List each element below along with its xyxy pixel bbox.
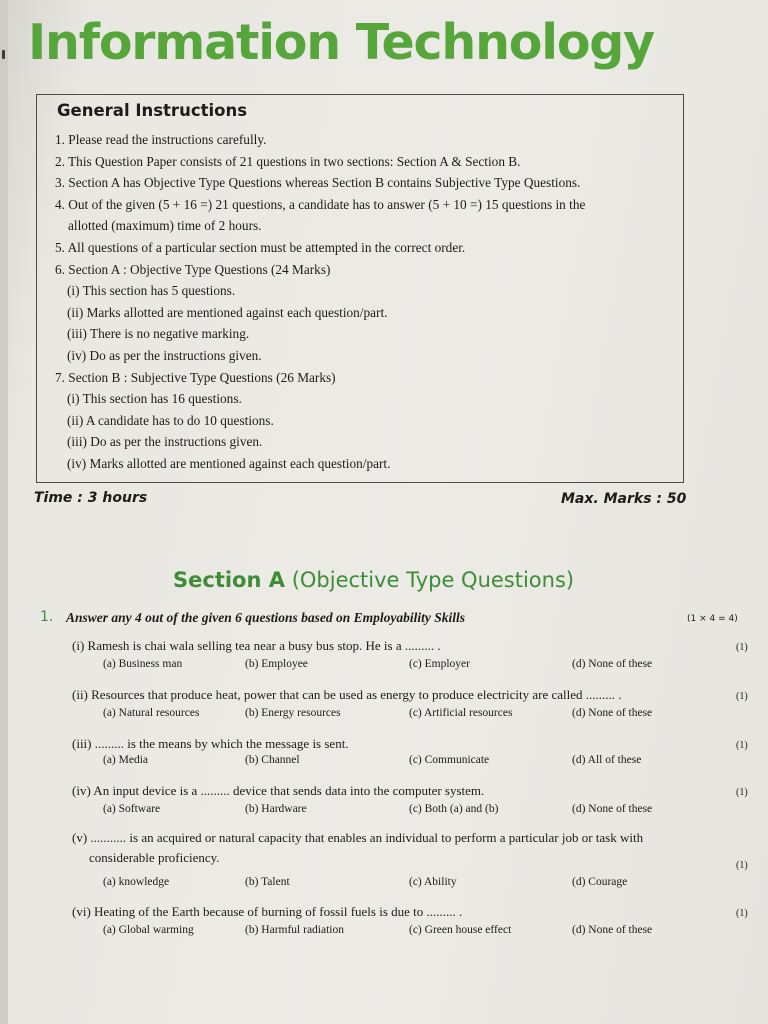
instruction-subitem: (i) This section has 16 questions. [67,391,242,407]
part-mark: (1) [736,642,748,653]
part-mark: (1) [736,908,748,919]
instruction-subitem: (ii) Marks allotted are mentioned against each question/part. [67,304,388,320]
part-mark: (1) [736,740,748,751]
part-mark: (1) [736,787,748,798]
instruction-item: 4. Out of the given (5 + 16 =) 21 questions, a candidate has to answer (5 + 10 =) 15 questions in the [55,196,586,212]
instruction-subitem: (i) This section has 5 questions. [67,283,236,299]
option-b: (b) Harmful radiation [245,924,344,936]
option-b: (b) Channel [245,754,300,766]
instructions-list [55,129,681,475]
question-instruction: Answer any 4 out of the given 6 questions based on Employability Skills [66,610,466,625]
option-c: (c) Ability [409,876,457,888]
option-c: (c) Artificial resources [409,707,513,719]
option-d: (d) Courage [572,876,628,888]
option-d: (d) None of these [572,924,653,936]
question-number: 1. [40,609,54,625]
max-marks: Max. Marks : 50 [561,491,687,507]
binding-mark [2,50,5,59]
option-a: (a) Global warming [103,924,194,936]
question-part-line1: (v) ........... is an acquired or natural capacity that enables an individual to perform a particular job or task with [72,830,644,845]
instruction-item: 6. Section A : Objective Type Questions (24 Marks) [55,261,331,277]
instruction-subitem: (ii) A candidate has to do 10 questions. [67,412,274,428]
option-b: (b) Employee [245,658,308,670]
question-part: (vi) Heating of the Earth because of burning of fossil fuels is due to ......... . [72,904,463,919]
option-c: (c) Both (a) and (b) [409,803,499,815]
question-marks: (1 × 4 = 4) [687,614,738,624]
page-binding-edge [0,0,8,1024]
option-c: (c) Communicate [409,754,490,766]
option-d: (d) None of these [572,803,653,815]
option-c: (c) Green house effect [409,924,512,936]
instruction-item-continued: allotted (maximum) time of 2 hours. [68,218,262,234]
section-name: Section A [173,568,285,592]
option-a: (a) knowledge [103,876,170,888]
part-mark: (1) [736,691,748,702]
option-c: (c) Employer [409,658,470,670]
instruction-subitem: (iv) Do as per the instructions given. [67,347,262,363]
question-part-line2: considerable proficiency. [89,850,220,865]
option-d: (d) None of these [572,658,653,670]
section-heading [173,568,574,592]
question-part: (i) Ramesh is chai wala selling tea near a busy bus stop. He is a ......... . [72,638,441,653]
question-part: (iii) ......... is the means by which the message is sent. [72,736,349,751]
option-a: (a) Natural resources [103,707,200,719]
instruction-item: 7. Section B : Subjective Type Questions (26 Marks) [55,369,336,385]
option-a: (a) Business man [103,658,183,670]
question-part [72,828,762,868]
exam-time: Time : 3 hours [34,490,148,506]
question-part: (iv) An input device is a ......... device that sends data into the computer system. [72,783,485,798]
instruction-subitem: (iv) Marks allotted are mentioned against each question/part. [67,455,391,471]
page-title: Information Technology [28,14,654,71]
option-b: (b) Hardware [245,803,307,815]
instructions-heading: General Instructions [57,101,248,120]
instruction-item: 1. Please read the instructions carefully. [55,132,267,147]
option-b: (b) Energy resources [245,707,341,719]
section-subtitle: (Objective Type Questions) [291,568,575,592]
option-a: (a) Software [103,803,161,815]
instruction-item: 2. This Question Paper consists of 21 questions in two sections: Section A & Section B. [55,153,521,169]
general-instructions-box [36,94,684,483]
option-b: (b) Talent [245,876,290,888]
option-d: (d) All of these [572,754,642,766]
option-a: (a) Media [103,754,149,766]
part-mark: (1) [736,860,748,871]
instruction-item: 5. All questions of a particular section must be attempted in the correct order. [55,239,466,255]
instruction-subitem: (iii) There is no negative marking. [67,326,250,342]
instruction-item: 3. Section A has Objective Type Questions whereas Section B contains Subjective Type Questions. [55,175,581,191]
option-d: (d) None of these [572,707,653,719]
question-part: (ii) Resources that produce heat, power that can be used as energy to produce electricity are called ......... . [72,687,622,702]
instruction-subitem: (iii) Do as per the instructions given. [67,434,263,450]
